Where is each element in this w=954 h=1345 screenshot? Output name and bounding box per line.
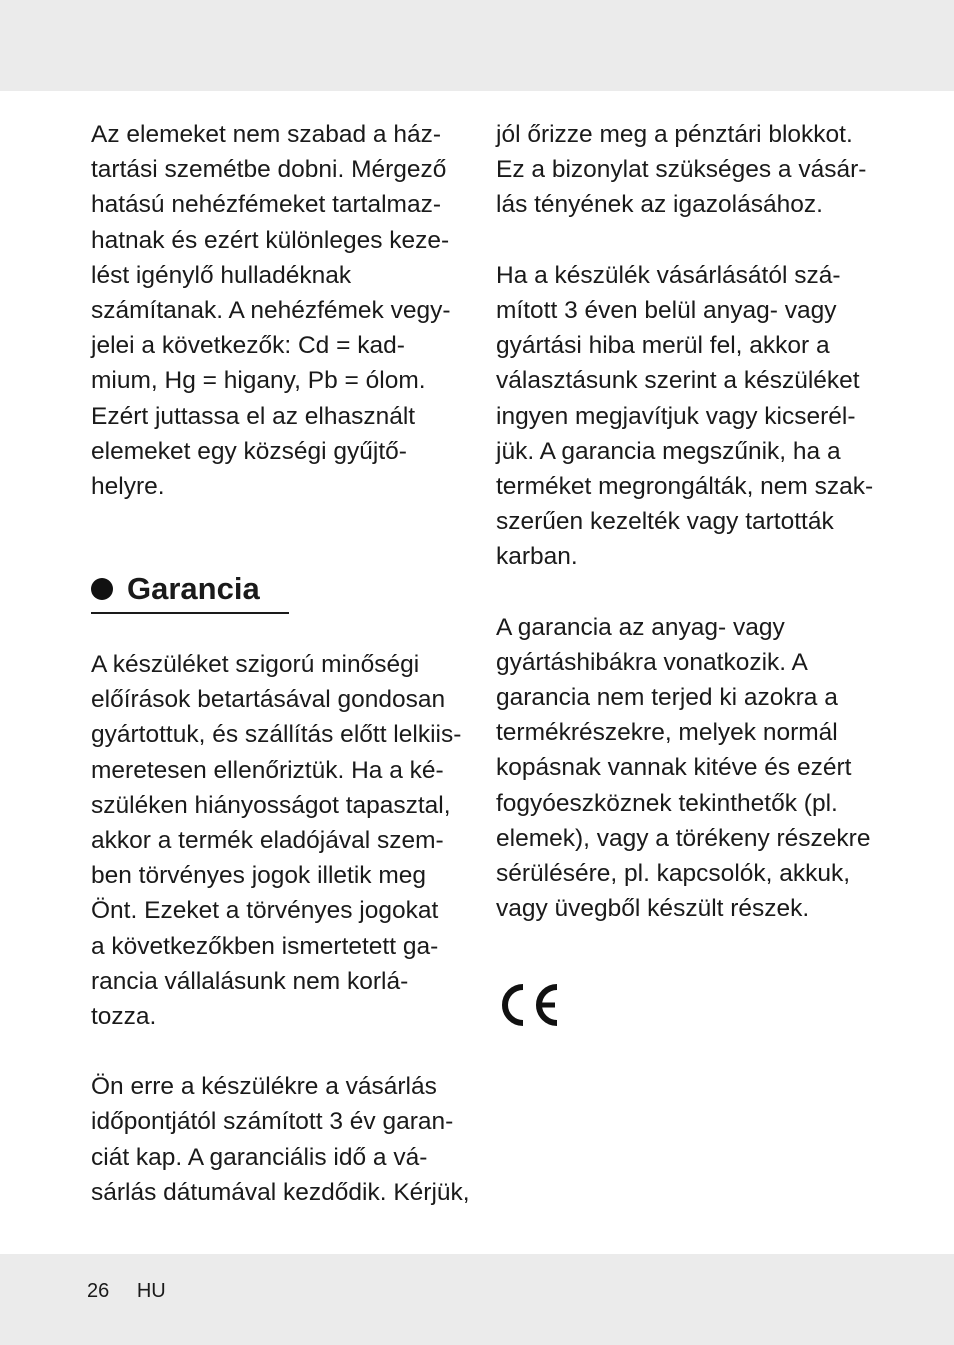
- text-line: ben törvényes jogok illetik meg: [91, 862, 427, 890]
- text-line: sérülésére, pl. kapcsolók, akkuk,: [496, 859, 851, 887]
- text-line: Ezért juttassa el az elhasznált: [91, 402, 416, 430]
- text-line: termékrészekre, melyek normál: [496, 719, 838, 747]
- left-column-lower: [91, 647, 471, 1210]
- text-line: elemek), vagy a törékeny részekre: [496, 824, 871, 852]
- language-code: HU: [136, 1280, 166, 1302]
- text-line: tartási szemétbe dobni. Mérgező: [91, 156, 447, 184]
- text-line: garancia nem terjed ki azokra a: [496, 684, 838, 711]
- text-line: gyártáshibákra vonatkozik. A: [496, 648, 808, 676]
- text-line: meretesen ellenőriztük. Ha a ké-: [91, 756, 444, 784]
- text-line: sárlás dátumával kezdődik. Kérjük,: [91, 1178, 470, 1206]
- text-line: Önt. Ezeket a törvényes jogokat: [91, 897, 439, 925]
- text-line: ciát kap. A garanciális idő a vá-: [91, 1143, 428, 1171]
- left-column: [91, 117, 471, 504]
- text-line: vagy üvegből készült részek.: [496, 895, 810, 923]
- text-line: jól őrizze meg a pénztári blokkot.: [496, 121, 853, 148]
- text-line: fogyóeszköznek tekinthetők (pl.: [496, 789, 838, 817]
- text-line: tozza.: [91, 1002, 157, 1030]
- text-line: helyre.: [91, 472, 165, 500]
- text-line: előírások betartásával gondosan: [91, 686, 446, 714]
- text-line: gyártottuk, és szállítás előtt lelkiis-: [91, 721, 462, 749]
- text-line: számítanak. A nehézfémek vegy-: [91, 296, 451, 324]
- text-line: időpontjától számított 3 év garan-: [91, 1108, 454, 1136]
- text-line: A garancia az anyag- vagy: [496, 613, 785, 641]
- text-line: hatnak és ezért különleges keze-: [91, 226, 450, 254]
- text-line: Az elemeket nem szabad a ház-: [91, 121, 441, 148]
- text-line: mium, Hg = higany, Pb = ólom.: [91, 367, 426, 395]
- text-line: Ez a bizonylat szükséges a vásár-: [496, 156, 867, 184]
- text-line: akkor a termék eladójával szem-: [91, 826, 444, 854]
- coverage-paragraph: [496, 610, 876, 927]
- text-line: A készüléket szigorú minőségi: [91, 651, 420, 678]
- heading-title: Garancia: [127, 571, 260, 606]
- text-line: lás tényének az igazolásához.: [496, 191, 823, 219]
- text-line: elemeket egy községi gyűjtő-: [91, 437, 407, 465]
- text-line: lést igénylő hulladéknak: [91, 261, 352, 289]
- text-line: karban.: [496, 543, 578, 571]
- text-line: szüléken hiányosságot tapasztal,: [91, 791, 451, 819]
- text-line: kopásnak vannak kitéve és ezért: [496, 754, 852, 782]
- section-heading: [91, 570, 289, 614]
- text-line: mított 3 éven belül anyag- vagy: [496, 296, 837, 324]
- text-line: terméket megrongálták, nem szak-: [496, 472, 874, 500]
- receipt-paragraph: [496, 117, 876, 223]
- warranty-period-paragraph: [91, 1069, 471, 1210]
- text-line: hatású nehézfémeket tartalmaz-: [91, 191, 441, 219]
- text-line: jük. A garancia megszűnik, ha a: [496, 437, 841, 465]
- text-line: Ha a készülék vásárlásától szá-: [496, 261, 841, 289]
- page-footer: [87, 1278, 188, 1304]
- right-column: [496, 117, 876, 926]
- warranty-intro-paragraph: [91, 647, 471, 1034]
- page-number: 26: [87, 1280, 110, 1302]
- text-line: ingyen megjavítjuk vagy kicserél-: [496, 402, 856, 430]
- text-line: gyártási hiba merül fel, akkor a: [496, 332, 830, 360]
- ce-mark-icon: [495, 982, 563, 1028]
- text-line: a következőkben ismertetett ga-: [91, 932, 439, 960]
- text-line: jelei a következők: Cd = kad-: [91, 332, 405, 360]
- bullet-icon: [91, 578, 113, 600]
- text-line: szerűen kezelték vagy tartották: [496, 508, 834, 536]
- defect-paragraph: [496, 258, 876, 575]
- header-band: [0, 0, 954, 91]
- battery-disposal-paragraph: [91, 117, 471, 504]
- text-line: Ön erre a készülékre a vásárlás: [91, 1073, 437, 1101]
- text-line: választásunk szerint a készüléket: [496, 367, 860, 395]
- text-line: rancia vállalásunk nem korlá-: [91, 967, 409, 995]
